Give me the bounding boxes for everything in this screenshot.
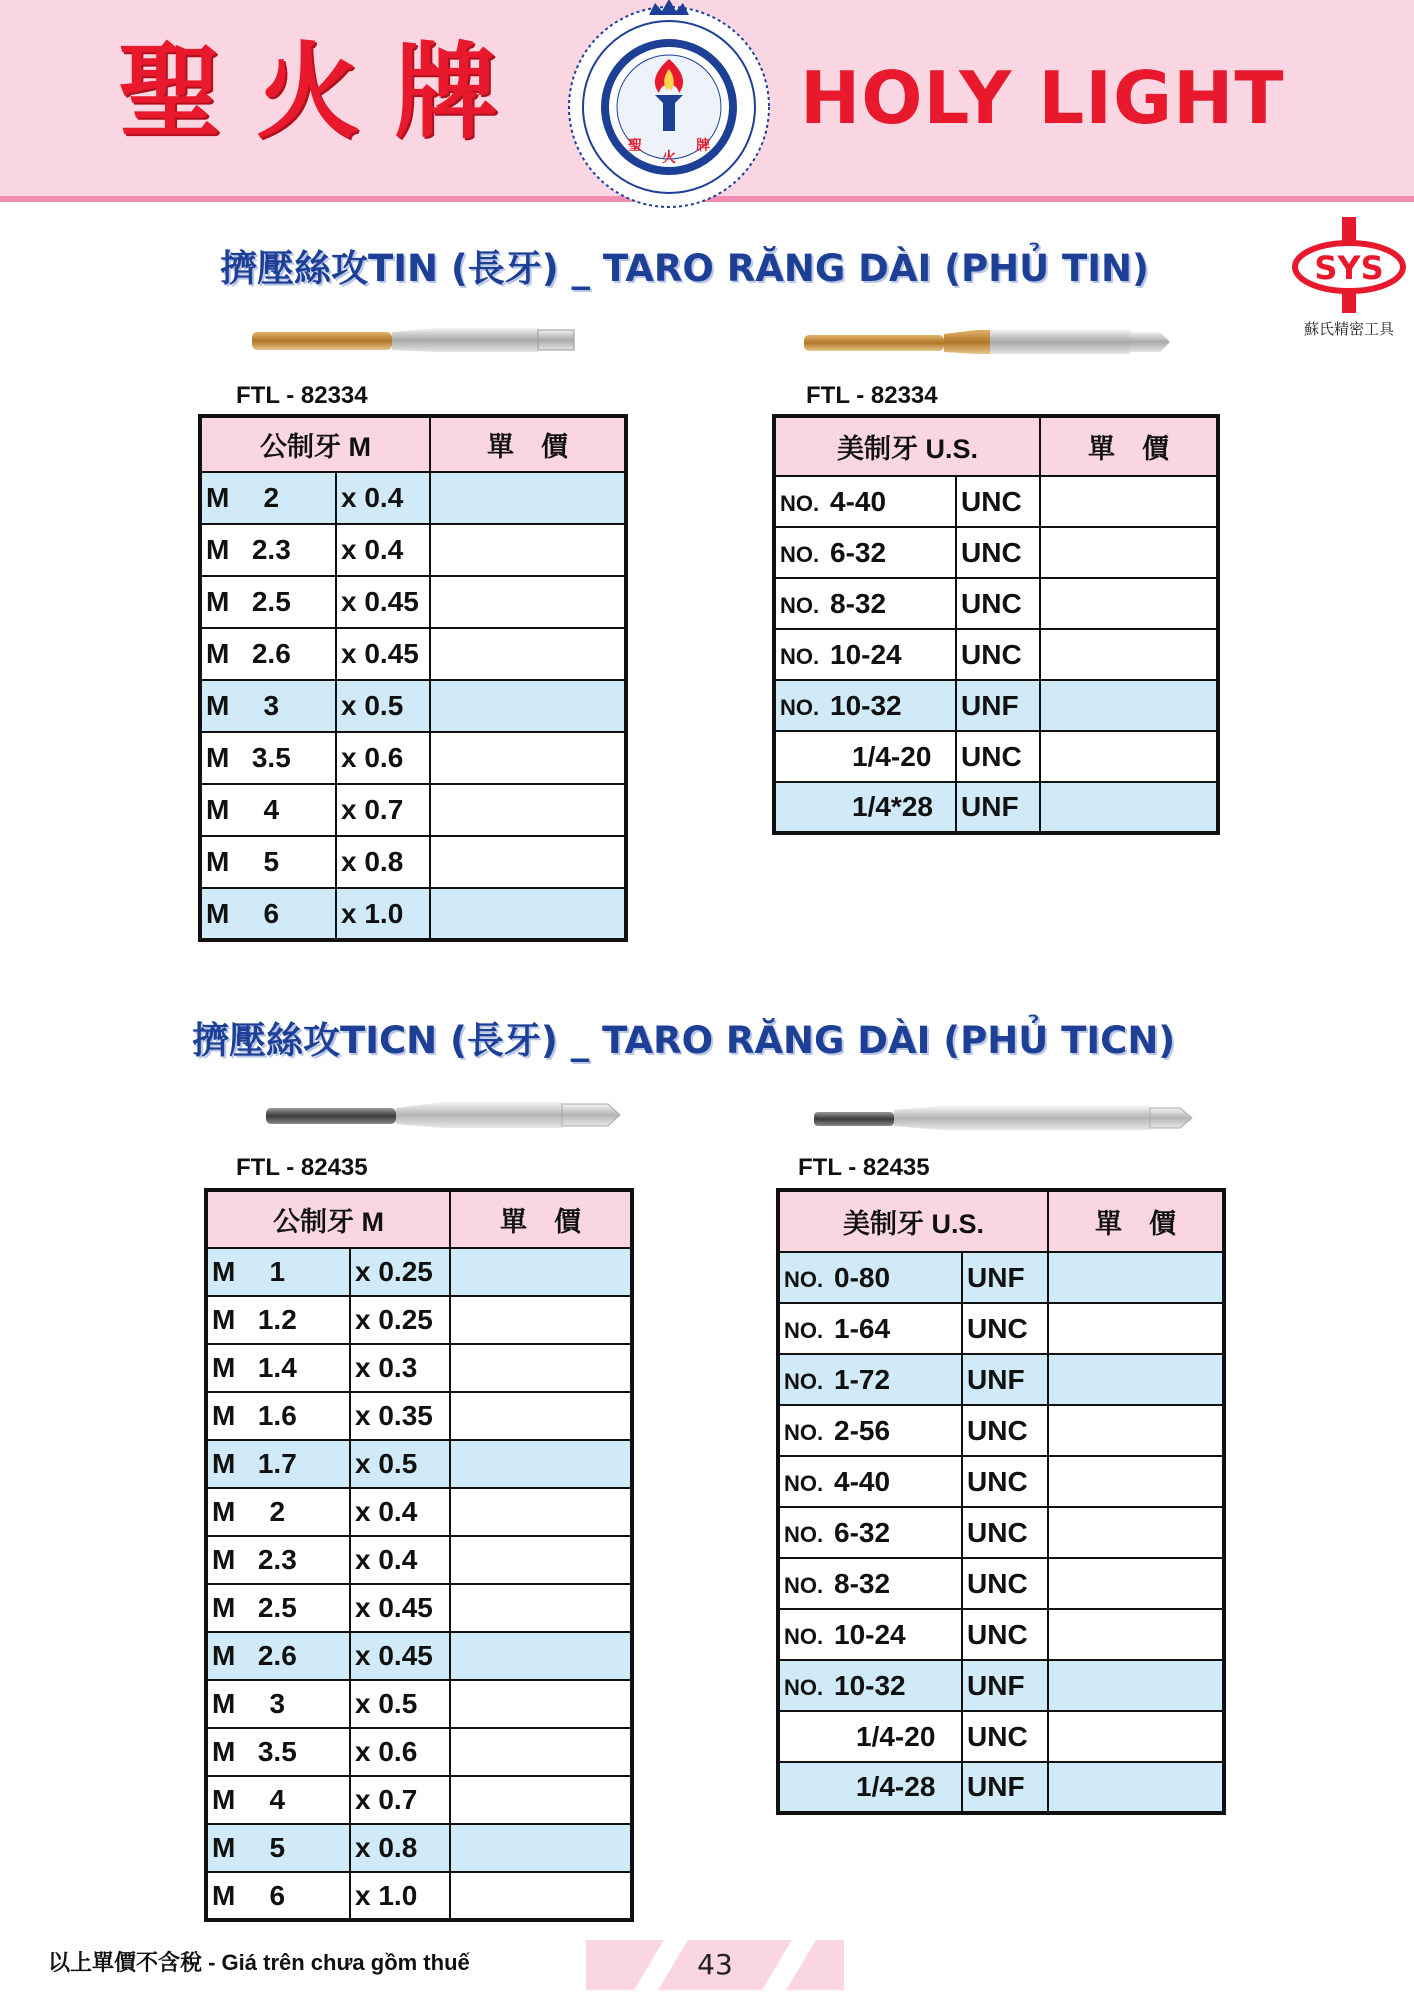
price-cell bbox=[430, 472, 626, 524]
metric-size: 4 bbox=[263, 794, 280, 825]
metric-prefix: M bbox=[212, 1784, 236, 1815]
thread-type-cell: UNC bbox=[956, 731, 1040, 782]
thread-size-cell bbox=[778, 1558, 962, 1609]
thread-size-cell bbox=[778, 1609, 962, 1660]
thread-size-cell bbox=[206, 1296, 350, 1344]
table-row bbox=[206, 1296, 632, 1344]
us-size: 1/4-20 bbox=[856, 1720, 936, 1752]
pitch-cell: x 0.4 bbox=[350, 1536, 450, 1584]
pitch-cell: x 0.6 bbox=[350, 1728, 450, 1776]
pitch-cell: x 0.7 bbox=[350, 1776, 450, 1824]
price-cell bbox=[450, 1680, 632, 1728]
price-cell bbox=[1040, 476, 1218, 527]
table-row bbox=[778, 1762, 1224, 1813]
no-prefix: NO. bbox=[780, 490, 820, 516]
section2-us-code: FTL - 82435 bbox=[798, 1154, 930, 1181]
tax-note: 以上單價不含稅 - Giá trên chưa gồm thuế bbox=[48, 1950, 470, 1975]
thread-size-cell bbox=[778, 1405, 962, 1456]
metric-prefix: M bbox=[212, 1640, 236, 1671]
table-row bbox=[206, 1488, 632, 1536]
price-cell bbox=[450, 1584, 632, 1632]
us-size: 1/4*28 bbox=[852, 791, 933, 822]
thread-size-cell bbox=[200, 472, 336, 524]
thread-size-cell bbox=[206, 1344, 350, 1392]
thread-type-cell: UNC bbox=[962, 1609, 1048, 1660]
no-prefix: NO. bbox=[780, 592, 820, 618]
metric-size: 1 bbox=[269, 1256, 286, 1287]
thread-type-cell: UNC bbox=[962, 1507, 1048, 1558]
price-cell bbox=[450, 1728, 632, 1776]
thread-size-cell bbox=[774, 629, 956, 680]
pitch-cell: x 1.0 bbox=[336, 888, 430, 940]
no-prefix: NO. bbox=[784, 1623, 824, 1649]
price-cell bbox=[430, 680, 626, 732]
pitch-cell: x 0.5 bbox=[350, 1680, 450, 1728]
metric-prefix: M bbox=[206, 482, 230, 513]
thread-size-cell bbox=[778, 1507, 962, 1558]
metric-size: 4 bbox=[269, 1784, 286, 1815]
no-prefix: NO. bbox=[780, 694, 820, 720]
metric-prefix: M bbox=[206, 638, 230, 669]
thread-size-cell bbox=[206, 1776, 350, 1824]
metric-prefix: M bbox=[212, 1448, 236, 1479]
pitch-cell: x 0.6 bbox=[336, 732, 430, 784]
no-prefix: NO. bbox=[780, 541, 820, 567]
sys-caption: 蘇氏精密工具 bbox=[1303, 320, 1394, 338]
metric-size: 1.7 bbox=[257, 1448, 297, 1479]
us-size: 10-32 bbox=[834, 1669, 906, 1701]
metric-header-price: 單 價 bbox=[450, 1190, 632, 1248]
table-row bbox=[200, 576, 626, 628]
table-row bbox=[774, 527, 1218, 578]
table-row bbox=[778, 1252, 1224, 1303]
metric-prefix: M bbox=[206, 897, 230, 929]
pitch-cell: x 0.35 bbox=[350, 1392, 450, 1440]
metric-header-spec: 公制牙 M bbox=[206, 1190, 450, 1248]
price-cell bbox=[430, 524, 626, 576]
table-row bbox=[774, 680, 1218, 731]
table-row bbox=[206, 1728, 632, 1776]
metric-size: 3.5 bbox=[251, 742, 291, 773]
thread-type-cell: UNF bbox=[962, 1252, 1048, 1303]
thread-type-cell: UNC bbox=[962, 1558, 1048, 1609]
price-cell bbox=[450, 1440, 632, 1488]
no-prefix: NO. bbox=[784, 1266, 824, 1292]
price-cell bbox=[1048, 1303, 1224, 1354]
price-cell bbox=[450, 1872, 632, 1920]
no-prefix: NO. bbox=[784, 1521, 824, 1547]
table-row bbox=[206, 1824, 632, 1872]
us-size: 10-24 bbox=[834, 1618, 906, 1650]
thread-size-cell bbox=[774, 476, 956, 527]
metric-header-price: 單 價 bbox=[430, 416, 626, 472]
us-size: 10-24 bbox=[830, 638, 902, 670]
pitch-cell: x 0.5 bbox=[350, 1440, 450, 1488]
no-prefix: NO. bbox=[784, 1368, 824, 1394]
us-size: 4-40 bbox=[830, 485, 887, 517]
no-prefix: NO. bbox=[784, 1317, 824, 1343]
metric-prefix: M bbox=[206, 586, 230, 617]
price-cell bbox=[1040, 731, 1218, 782]
metric-prefix: M bbox=[212, 1544, 236, 1575]
table-row bbox=[774, 782, 1218, 833]
metric-prefix: M bbox=[212, 1879, 236, 1911]
price-cell bbox=[450, 1344, 632, 1392]
us-header-price: 單 價 bbox=[1040, 416, 1218, 476]
price-cell bbox=[430, 628, 626, 680]
metric-prefix: M bbox=[206, 794, 230, 825]
section1-metric-table bbox=[198, 414, 628, 942]
price-cell bbox=[1048, 1252, 1224, 1303]
price-cell bbox=[430, 784, 626, 836]
pitch-cell: x 0.45 bbox=[336, 576, 430, 628]
thread-type-cell: UNC bbox=[956, 629, 1040, 680]
price-cell bbox=[1048, 1762, 1224, 1813]
page-tab bbox=[586, 1940, 844, 1990]
section1-us-code: FTL - 82334 bbox=[806, 382, 938, 409]
thread-size-cell bbox=[206, 1728, 350, 1776]
pitch-cell: x 0.5 bbox=[336, 680, 430, 732]
table-row bbox=[774, 629, 1218, 680]
thread-size-cell bbox=[774, 527, 956, 578]
thread-size-cell bbox=[206, 1632, 350, 1680]
price-cell bbox=[430, 836, 626, 888]
metric-size: 5 bbox=[263, 846, 280, 877]
thread-size-cell bbox=[778, 1252, 962, 1303]
price-cell bbox=[430, 888, 626, 940]
us-size: 10-32 bbox=[830, 689, 902, 721]
tap-tin-metric-image bbox=[248, 320, 578, 360]
table-row bbox=[200, 472, 626, 524]
thread-size-cell bbox=[206, 1584, 350, 1632]
logo-char-1: 聖 bbox=[628, 138, 642, 154]
metric-size: 3 bbox=[263, 690, 280, 721]
table-row bbox=[778, 1660, 1224, 1711]
price-cell bbox=[430, 576, 626, 628]
thread-type-cell: UNC bbox=[962, 1405, 1048, 1456]
price-cell bbox=[1040, 629, 1218, 680]
table-row bbox=[200, 680, 626, 732]
thread-size-cell bbox=[206, 1872, 350, 1920]
metric-size: 6 bbox=[263, 897, 280, 929]
metric-prefix: M bbox=[212, 1736, 236, 1767]
section1-us-table bbox=[772, 414, 1220, 835]
thread-size-cell bbox=[778, 1354, 962, 1405]
thread-size-cell bbox=[206, 1248, 350, 1296]
table-row bbox=[778, 1558, 1224, 1609]
pitch-cell: x 0.25 bbox=[350, 1248, 450, 1296]
thread-size-cell bbox=[200, 784, 336, 836]
price-cell bbox=[1048, 1660, 1224, 1711]
table-row bbox=[200, 732, 626, 784]
thread-size-cell bbox=[206, 1440, 350, 1488]
thread-type-cell: UNF bbox=[956, 782, 1040, 833]
no-prefix: NO. bbox=[784, 1572, 824, 1598]
table-row bbox=[200, 836, 626, 888]
tap-tin-us-image bbox=[800, 322, 1172, 362]
table-row bbox=[200, 628, 626, 680]
section1-metric-code: FTL - 82334 bbox=[236, 382, 368, 409]
table-row bbox=[778, 1609, 1224, 1660]
metric-prefix: M bbox=[206, 742, 230, 773]
metric-size: 2.5 bbox=[251, 586, 291, 617]
thread-size-cell bbox=[200, 732, 336, 784]
metric-prefix: M bbox=[206, 534, 230, 565]
section1-title: 擠壓絲攻TIN (長牙) _ TARO RĂNG DÀI (PHỦ TIN) bbox=[220, 247, 1149, 290]
logo-char-2: 火 bbox=[662, 150, 676, 166]
thread-type-cell: UNC bbox=[956, 476, 1040, 527]
section2-us-table bbox=[776, 1188, 1226, 1815]
thread-type-cell: UNF bbox=[962, 1660, 1048, 1711]
us-size: 1-64 bbox=[834, 1312, 891, 1344]
metric-prefix: M bbox=[206, 846, 230, 877]
no-prefix: NO. bbox=[784, 1674, 824, 1700]
us-size: 8-32 bbox=[834, 1567, 891, 1599]
price-cell bbox=[450, 1632, 632, 1680]
price-cell bbox=[1048, 1609, 1224, 1660]
pitch-cell: x 1.0 bbox=[350, 1872, 450, 1920]
brand-chinese: 聖火牌 bbox=[118, 30, 533, 153]
price-cell bbox=[1040, 578, 1218, 629]
table-row bbox=[200, 784, 626, 836]
us-header-spec: 美制牙 U.S. bbox=[774, 416, 1040, 476]
thread-size-cell bbox=[778, 1762, 962, 1813]
thread-type-cell: UNC bbox=[962, 1456, 1048, 1507]
us-size: 6-32 bbox=[834, 1516, 891, 1548]
table-row bbox=[200, 524, 626, 576]
metric-size: 1.2 bbox=[257, 1304, 297, 1335]
price-cell bbox=[450, 1296, 632, 1344]
table-row bbox=[774, 731, 1218, 782]
metric-prefix: M bbox=[212, 1256, 236, 1287]
metric-size: 5 bbox=[269, 1832, 286, 1863]
price-cell bbox=[1048, 1456, 1224, 1507]
price-cell bbox=[450, 1776, 632, 1824]
price-cell bbox=[1040, 782, 1218, 833]
thread-size-cell bbox=[200, 888, 336, 940]
metric-size: 2.3 bbox=[251, 534, 291, 565]
no-prefix: NO. bbox=[784, 1419, 824, 1445]
thread-size-cell bbox=[200, 628, 336, 680]
price-cell bbox=[1048, 1558, 1224, 1609]
metric-prefix: M bbox=[212, 1832, 236, 1863]
us-size: 1/4-20 bbox=[852, 740, 932, 772]
page-number: 43 bbox=[697, 1948, 733, 1981]
price-cell bbox=[1040, 527, 1218, 578]
thread-size-cell bbox=[778, 1456, 962, 1507]
thread-type-cell: UNC bbox=[962, 1711, 1048, 1762]
thread-size-cell bbox=[774, 731, 956, 782]
metric-size: 6 bbox=[269, 1879, 286, 1911]
metric-size: 2 bbox=[269, 1496, 286, 1527]
pitch-cell: x 0.7 bbox=[336, 784, 430, 836]
thread-size-cell bbox=[200, 524, 336, 576]
us-size: 1-72 bbox=[834, 1363, 891, 1395]
section2-metric-table bbox=[204, 1188, 634, 1922]
table-row bbox=[778, 1354, 1224, 1405]
thread-type-cell: UNC bbox=[956, 578, 1040, 629]
pitch-cell: x 0.45 bbox=[350, 1632, 450, 1680]
metric-prefix: M bbox=[212, 1400, 236, 1431]
pitch-cell: x 0.25 bbox=[350, 1296, 450, 1344]
brand-english: HOLY LIGHT bbox=[800, 56, 1285, 140]
metric-size: 2.6 bbox=[257, 1640, 297, 1671]
thread-size-cell bbox=[778, 1660, 962, 1711]
thread-size-cell bbox=[774, 782, 956, 833]
sys-mark: SYS bbox=[1314, 249, 1384, 287]
price-cell bbox=[1048, 1405, 1224, 1456]
table-row bbox=[778, 1507, 1224, 1558]
table-row bbox=[774, 578, 1218, 629]
price-cell bbox=[450, 1824, 632, 1872]
table-row bbox=[206, 1776, 632, 1824]
price-cell bbox=[430, 732, 626, 784]
pitch-cell: x 0.3 bbox=[350, 1344, 450, 1392]
price-cell bbox=[1048, 1711, 1224, 1762]
thread-type-cell: UNF bbox=[962, 1354, 1048, 1405]
metric-size: 2.3 bbox=[257, 1544, 297, 1575]
price-cell bbox=[1040, 680, 1218, 731]
logo-char-3: 牌 bbox=[696, 138, 710, 154]
metric-header-spec: 公制牙 M bbox=[200, 416, 430, 472]
table-row bbox=[778, 1456, 1224, 1507]
us-size: 8-32 bbox=[830, 587, 887, 619]
us-size: 0-80 bbox=[834, 1261, 891, 1293]
us-size: 1/4-28 bbox=[856, 1771, 936, 1802]
metric-size: 1.6 bbox=[257, 1400, 297, 1431]
table-row bbox=[778, 1303, 1224, 1354]
table-row bbox=[778, 1711, 1224, 1762]
metric-size: 3 bbox=[269, 1688, 286, 1719]
price-cell bbox=[1048, 1507, 1224, 1558]
table-row bbox=[206, 1344, 632, 1392]
no-prefix: NO. bbox=[780, 643, 820, 669]
metric-prefix: M bbox=[206, 690, 230, 721]
thread-size-cell bbox=[778, 1711, 962, 1762]
metric-size: 2 bbox=[263, 482, 280, 513]
us-size: 2-56 bbox=[834, 1414, 891, 1446]
thread-size-cell bbox=[774, 578, 956, 629]
tap-ticn-us-image bbox=[810, 1100, 1194, 1136]
pitch-cell: x 0.8 bbox=[336, 836, 430, 888]
metric-size: 2.6 bbox=[251, 638, 291, 669]
price-cell bbox=[450, 1248, 632, 1296]
thread-type-cell: UNC bbox=[962, 1303, 1048, 1354]
price-cell bbox=[450, 1536, 632, 1584]
metric-prefix: M bbox=[212, 1352, 236, 1383]
pitch-cell: x 0.4 bbox=[336, 472, 430, 524]
thread-size-cell bbox=[774, 680, 956, 731]
section2-metric-code: FTL - 82435 bbox=[236, 1154, 368, 1181]
thread-size-cell bbox=[206, 1392, 350, 1440]
thread-size-cell bbox=[200, 680, 336, 732]
table-row bbox=[774, 476, 1218, 527]
table-row bbox=[206, 1248, 632, 1296]
table-row bbox=[206, 1584, 632, 1632]
thread-size-cell bbox=[200, 576, 336, 628]
metric-prefix: M bbox=[212, 1496, 236, 1527]
thread-size-cell bbox=[206, 1536, 350, 1584]
table-row bbox=[206, 1440, 632, 1488]
thread-type-cell: UNF bbox=[962, 1762, 1048, 1813]
table-row bbox=[206, 1872, 632, 1920]
metric-size: 3.5 bbox=[257, 1736, 297, 1767]
thread-size-cell bbox=[206, 1824, 350, 1872]
table-row bbox=[200, 888, 626, 940]
metric-size: 2.5 bbox=[257, 1592, 297, 1623]
thread-size-cell bbox=[206, 1488, 350, 1536]
thread-type-cell: UNC bbox=[956, 527, 1040, 578]
tap-ticn-metric-image bbox=[262, 1096, 624, 1134]
us-size: 6-32 bbox=[830, 536, 887, 568]
holy-light-logo bbox=[562, 0, 776, 214]
metric-prefix: M bbox=[212, 1304, 236, 1335]
metric-size: 1.4 bbox=[257, 1352, 297, 1383]
thread-size-cell bbox=[200, 836, 336, 888]
table-row bbox=[206, 1392, 632, 1440]
pitch-cell: x 0.45 bbox=[336, 628, 430, 680]
us-header-spec: 美制牙 U.S. bbox=[778, 1190, 1048, 1252]
thread-size-cell bbox=[778, 1303, 962, 1354]
table-row bbox=[206, 1632, 632, 1680]
us-header-price: 單 價 bbox=[1048, 1190, 1224, 1252]
section2-title: 擠壓絲攻TICN (長牙) _ TARO RĂNG DÀI (PHỦ TICN) bbox=[192, 1019, 1176, 1062]
price-cell bbox=[450, 1488, 632, 1536]
us-size: 4-40 bbox=[834, 1465, 891, 1497]
table-row bbox=[206, 1680, 632, 1728]
pitch-cell: x 0.8 bbox=[350, 1824, 450, 1872]
metric-prefix: M bbox=[212, 1688, 236, 1719]
pitch-cell: x 0.4 bbox=[336, 524, 430, 576]
sys-logo bbox=[1290, 215, 1408, 335]
price-cell bbox=[1048, 1354, 1224, 1405]
thread-size-cell bbox=[206, 1680, 350, 1728]
table-row bbox=[778, 1405, 1224, 1456]
table-row bbox=[206, 1536, 632, 1584]
pitch-cell: x 0.4 bbox=[350, 1488, 450, 1536]
thread-type-cell: UNF bbox=[956, 680, 1040, 731]
metric-prefix: M bbox=[212, 1592, 236, 1623]
pitch-cell: x 0.45 bbox=[350, 1584, 450, 1632]
no-prefix: NO. bbox=[784, 1470, 824, 1496]
price-cell bbox=[450, 1392, 632, 1440]
